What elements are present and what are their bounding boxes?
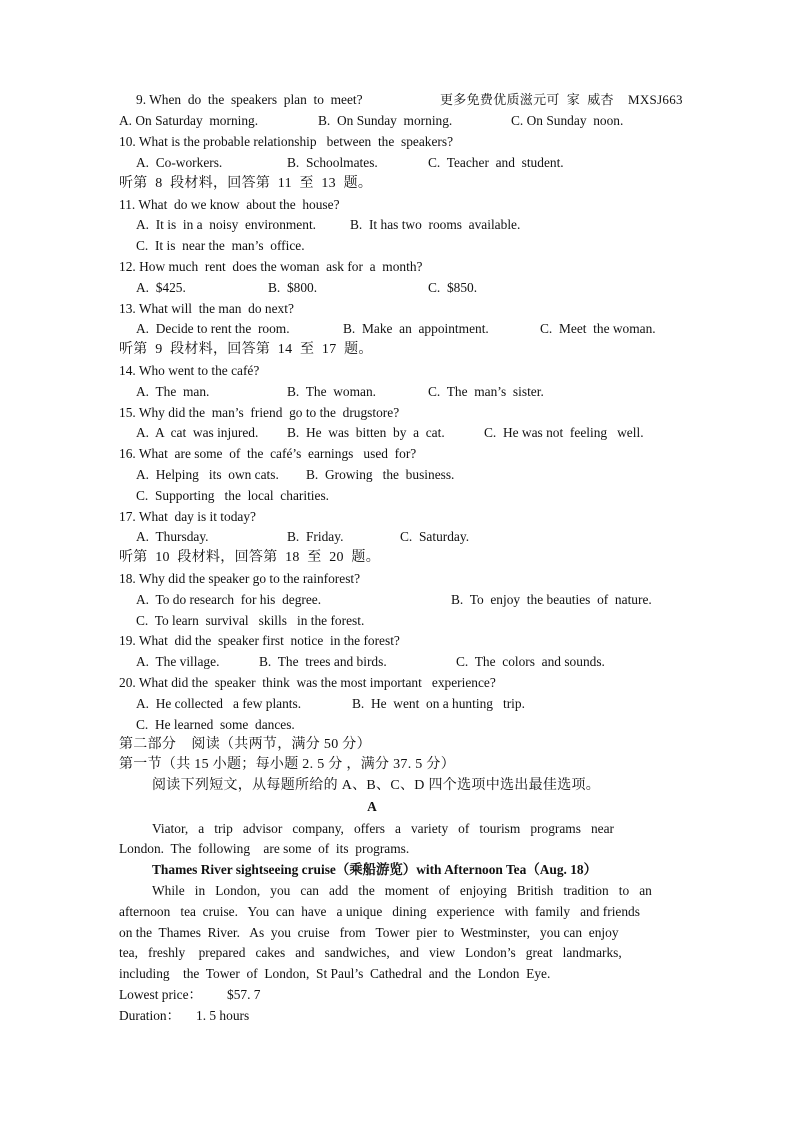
question-14-option-c: C. The man’s sister. <box>428 384 544 399</box>
question-13-option-b: B. Make an appointment. <box>343 321 489 336</box>
lowest-price-label: Lowest price： <box>119 987 202 1002</box>
question-12-option-b: B. $800. <box>268 280 318 295</box>
lowest-price-value: $57. 7 <box>227 987 261 1002</box>
question-9-stem: 9. When do the speakers plan to meet? <box>136 92 363 107</box>
question-19-stem: 19. What did the speaker first notice in the forest? <box>119 633 400 648</box>
question-17-option-c: C. Saturday. <box>400 529 470 544</box>
question-17-option-b: B. Friday. <box>287 529 344 544</box>
duration-label: Duration： <box>119 1008 180 1023</box>
question-11-option-a: A. It is in a noisy environment. <box>136 217 317 232</box>
question-17-stem: 17. What day is it today? <box>119 509 256 524</box>
question-14-option-b: B. The woman. <box>287 384 377 399</box>
passage-intro-line-1: Viator, a trip advisor company, offers a variety of tourism programs near <box>152 821 615 836</box>
passage-intro-line-2: London. The following are some of its programs. <box>119 841 410 856</box>
program-text-line-5: including the Tower of London, St Paul’s Cathedral and the London Eye. <box>119 966 551 981</box>
program-text-line-4: tea, freshly prepared cakes and sandwiches, and view London’s great landmarks, <box>119 945 622 960</box>
question-15-stem: 15. Why did the man’s friend go to the drugstore? <box>119 405 400 420</box>
question-19-option-b: B. The trees and birds. <box>259 654 387 669</box>
question-14-stem: 14. Who went to the café? <box>119 363 260 378</box>
question-18-option-b: B. To enjoy the beauties of nature. <box>451 592 652 607</box>
program-text-line-3: on the Thames River. As you cruise from Tower pier to Westminster, you can enjoy <box>119 925 619 940</box>
question-12-stem: 12. How much rent does the woman ask for a month? <box>119 259 423 274</box>
question-19-option-a: A. The village. <box>136 654 220 669</box>
program-title: Thames River sightseeing cruise（乘船游览）with Afternoon Tea（Aug. 18） <box>152 862 597 877</box>
question-18-option-a: A. To do research for his degree. <box>136 592 322 607</box>
part-2-heading: 第二部分 阅读（共两节，满分 50 分） <box>119 737 371 752</box>
question-17-option-a: A. Thursday. <box>136 529 209 544</box>
question-10-option-b: B. Schoolmates. <box>287 155 378 170</box>
question-13-option-a: A. Decide to rent the room. <box>136 321 290 336</box>
question-9-option-a: A. On Saturday morning. <box>119 113 259 128</box>
question-12-option-c: C. $850. <box>428 280 478 295</box>
question-11-option-c: C. It is near the man’s office. <box>136 238 305 253</box>
reading-instruction: 阅读下列短文，从每题所给的 A、B、C、D 四个选项中选出最佳选项。 <box>152 778 601 793</box>
question-18-stem: 18. Why did the speaker go to the rainforest? <box>119 571 361 586</box>
question-18-option-c: C. To learn survival skills in the forest. <box>136 613 365 628</box>
duration-value: 1. 5 hours <box>196 1008 250 1023</box>
question-16-option-b: B. Growing the business. <box>306 467 455 482</box>
question-11-option-b: B. It has two rooms available. <box>350 217 521 232</box>
section-8-heading: 听第 8 段材料，回答第 11 至 13 题。 <box>119 176 373 191</box>
question-20-option-b: B. He went on a hunting trip. <box>352 696 525 711</box>
question-16-option-a: A. Helping its own cats. <box>136 467 279 482</box>
question-10-stem: 10. What is the probable relationship between the speakers? <box>119 134 454 149</box>
question-20-stem: 20. What did the speaker think was the most important experience? <box>119 675 496 690</box>
section-10-heading: 听第 10 段材料，回答第 18 至 20 题。 <box>119 550 380 565</box>
section-1-heading: 第一节（共 15 小题；每小题 2. 5 分 ，满分 37. 5 分） <box>119 757 455 772</box>
question-10-option-c: C. Teacher and student. <box>428 155 564 170</box>
question-15-option-a: A. A cat was injured. <box>136 425 259 440</box>
question-20-option-c: C. He learned some dances. <box>136 717 295 732</box>
program-text-line-1: While in London, you can add the moment of enjoying British tradition to an <box>152 883 652 898</box>
question-10-option-a: A. Co-workers. <box>136 155 223 170</box>
question-15-option-b: B. He was bitten by a cat. <box>287 425 445 440</box>
program-text-line-2: afternoon tea cruise. You can have a unique dining experience with family and friends <box>119 904 640 919</box>
question-16-stem: 16. What are some of the café’s earnings used for? <box>119 446 417 461</box>
question-9-option-c: C. On Sunday noon. <box>511 113 624 128</box>
question-16-option-c: C. Supporting the local charities. <box>136 488 330 503</box>
question-13-stem: 13. What will the man do next? <box>119 301 294 316</box>
question-11-stem: 11. What do we know about the house? <box>119 197 340 212</box>
section-9-heading: 听第 9 段材料，回答第 14 至 17 题。 <box>119 342 373 357</box>
watermark-text: 更多免费优质滋元可 家 威杏 MXSJ663 <box>440 92 683 107</box>
question-9-option-b: B. On Sunday morning. <box>318 113 453 128</box>
question-15-option-c: C. He was not feeling well. <box>484 425 644 440</box>
question-12-option-a: A. $425. <box>136 280 186 295</box>
question-14-option-a: A. The man. <box>136 384 210 399</box>
question-13-option-c: C. Meet the woman. <box>540 321 656 336</box>
question-20-option-a: A. He collected a few plants. <box>136 696 302 711</box>
question-19-option-c: C. The colors and sounds. <box>456 654 605 669</box>
passage-label: A <box>367 799 377 814</box>
